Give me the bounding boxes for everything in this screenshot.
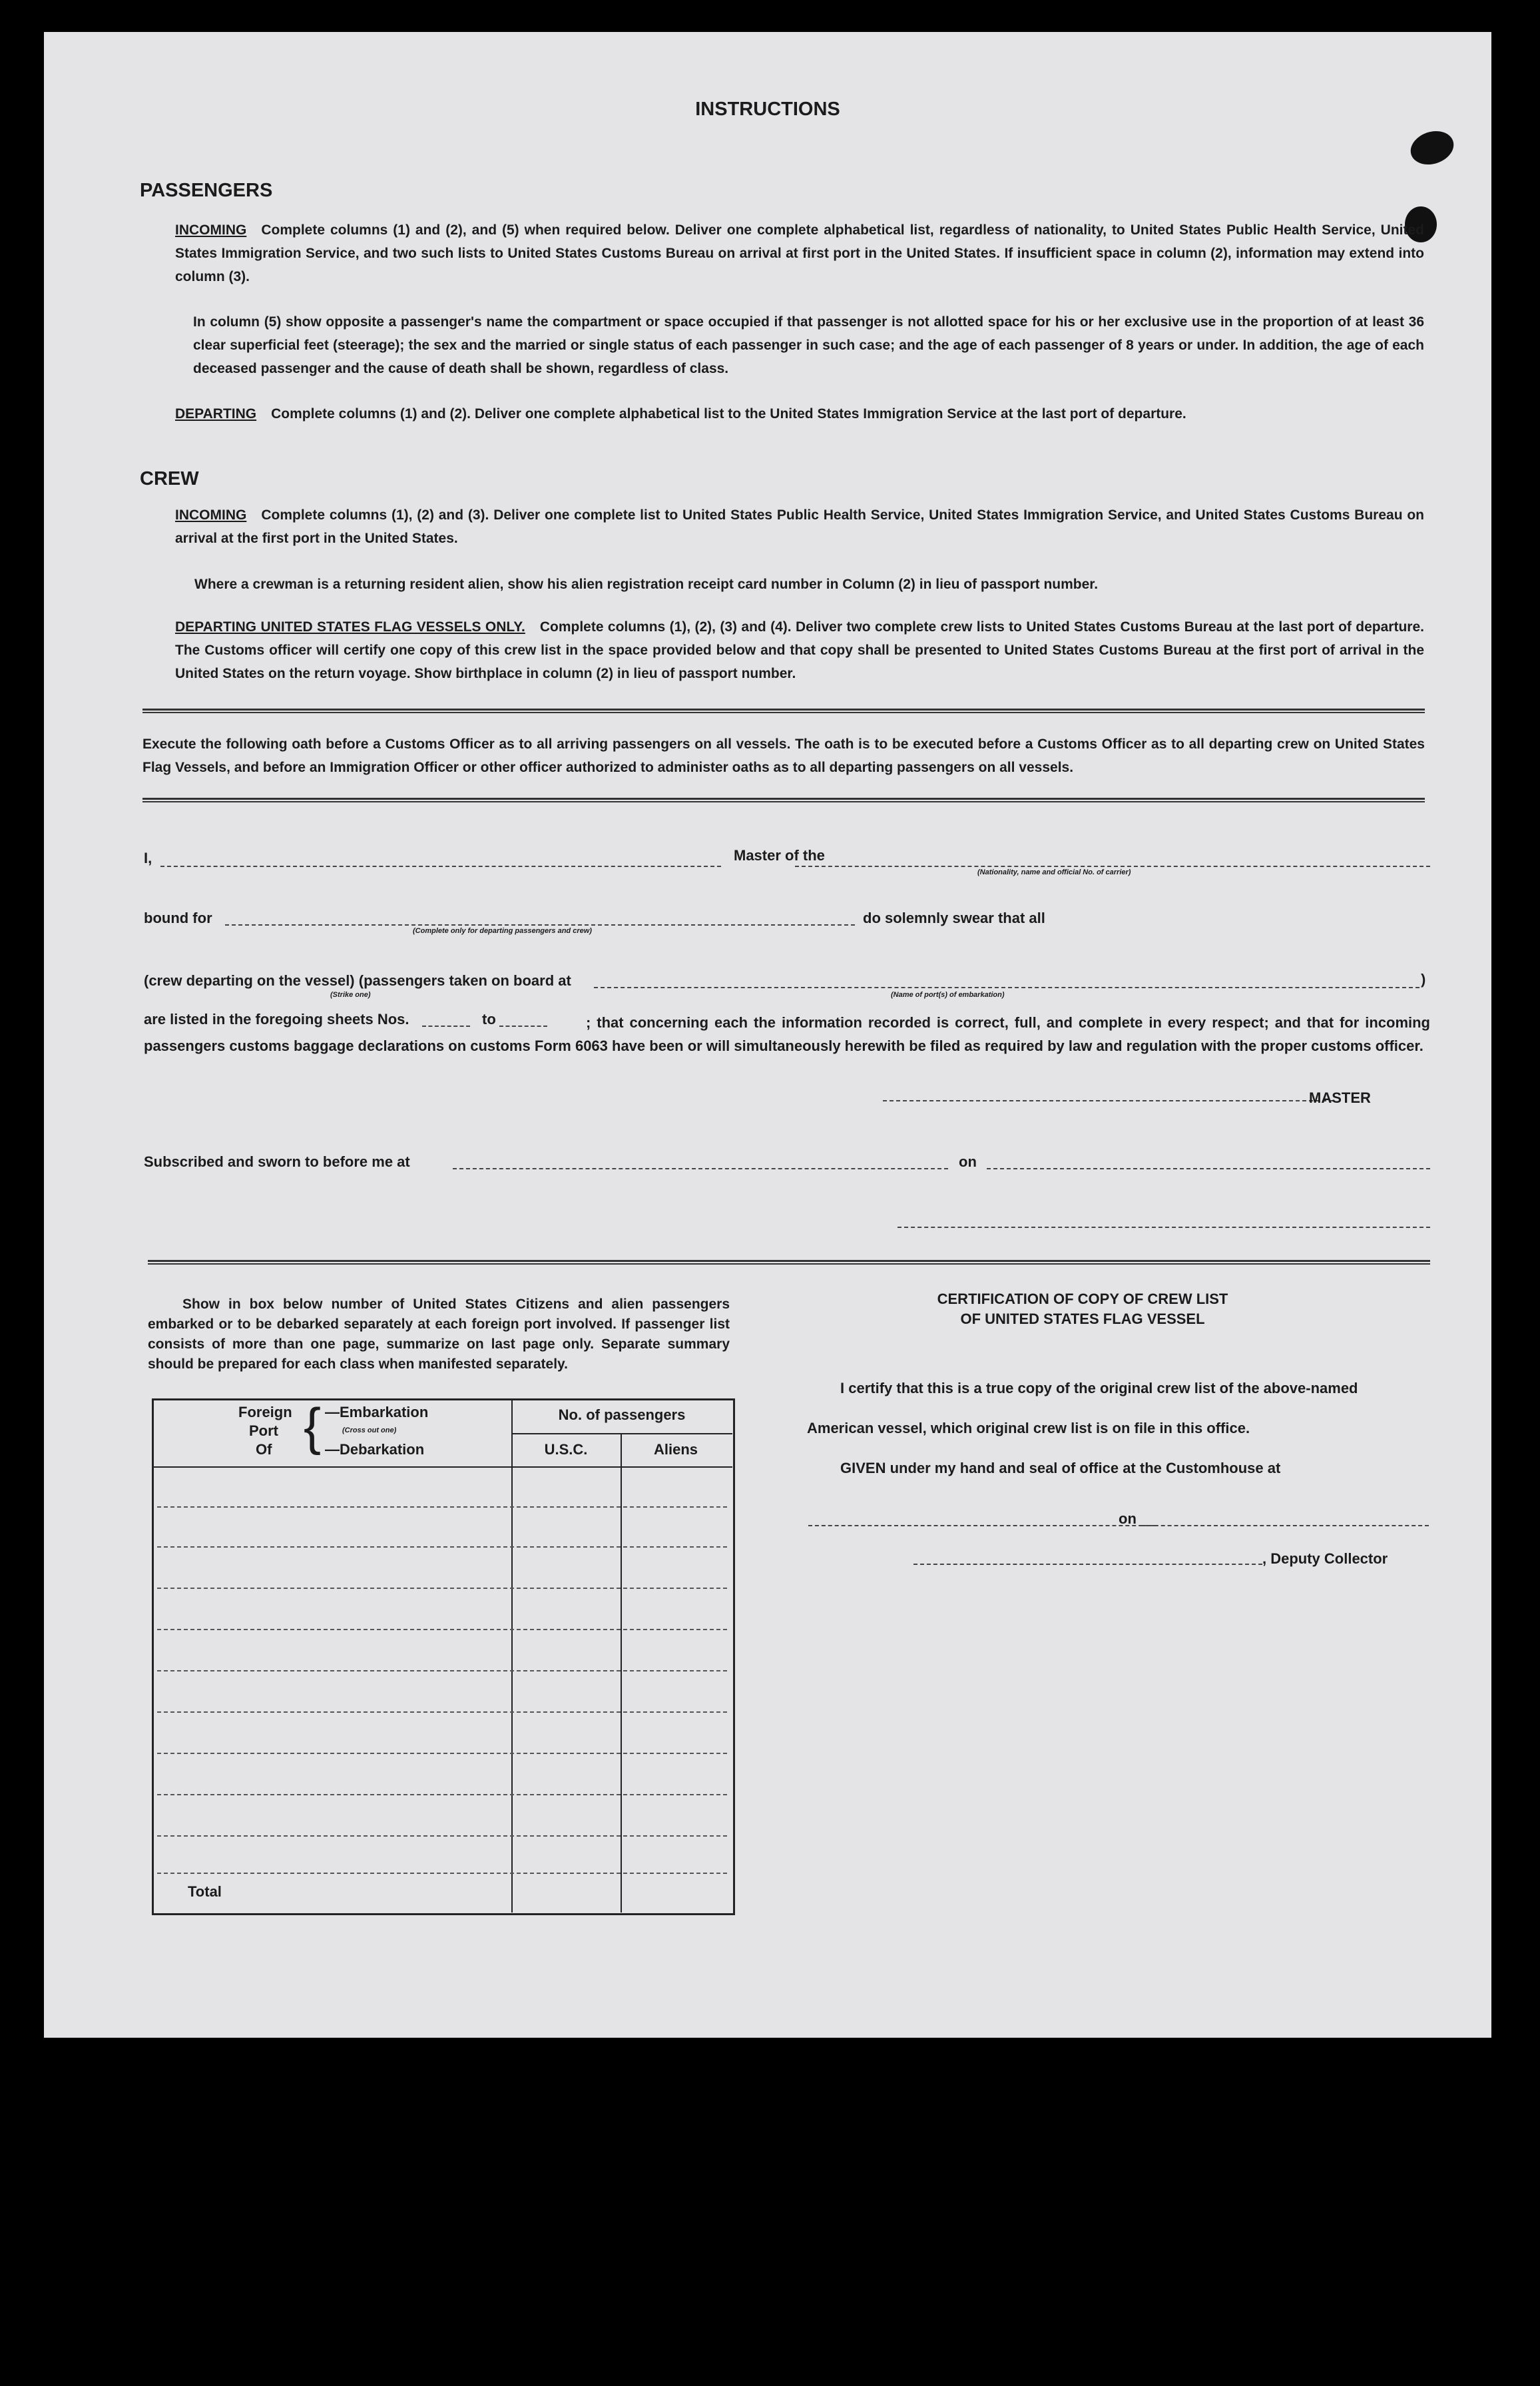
embarkation-label: —Embarkation — [325, 1404, 429, 1420]
summary-instruction-text: Show in box below number of United States Citizens and alien passengers embarked or to be debarked separately at each foreign port involved. If passenger list consists of more than one page, summarize on last page only. Separate summary should be prepared for each class when manifested separately. — [148, 1297, 730, 1372]
passengers-departing-tag: DEPARTING — [175, 406, 257, 422]
divider-2 — [142, 798, 1425, 802]
port-label: Port — [249, 1422, 278, 1439]
nationality-note: (Nationality, name and official No. of carrier) — [977, 868, 1131, 876]
column5-text: In column (5) show opposite a passenger's name the compartment or space occupied if that passenger is not allotted space for his or her exclusive use in the proportion of at least 36 clear superficial feet (steerage); the sex and the married or single status of each passenger in such case; and the age of each passenger of 8 years or under. In addition, the age of each deceased passenger and the cause of death shall be shown, regardless of class. — [193, 314, 1424, 376]
crew-incoming-tag: INCOMING — [175, 507, 247, 523]
debarkation-label: —Debarkation — [325, 1441, 425, 1458]
master-of-label: Master of the — [734, 847, 825, 864]
table-row-10[interactable] — [157, 1873, 727, 1874]
crew-alien-text: Where a crewman is a returning resident alien, show his alien registration receipt card number in Column (2) in lieu of passport number. — [194, 577, 1099, 592]
page-title: INSTRUCTIONS — [695, 99, 840, 120]
sworn-date-field[interactable] — [987, 1168, 1430, 1169]
cross-out-note: (Cross out one) — [342, 1426, 397, 1434]
passengers-incoming-tag: INCOMING — [175, 222, 247, 238]
listed-label: are listed in the foregoing sheets Nos. — [144, 1011, 409, 1028]
crew-incoming — [175, 503, 1424, 550]
certification-date-field[interactable] — [1141, 1525, 1429, 1526]
certification-line-1: I certify that this is a true copy of the original crew list of the above-named — [840, 1380, 1358, 1396]
oath-intro-text: Execute the following oath before a Customs Officer as to all arriving passengers on all vessels. The oath is to be executed before a Customs Officer as to all departing crew on United States Flag Vessels, and before an Immigration Officer or other officer authorized to administer oaths as to all departing passengers on all vessels. — [142, 737, 1425, 775]
table-row-1[interactable] — [157, 1506, 727, 1508]
certification-line-2: American vessel, which original crew list is on file in this office. — [807, 1420, 1250, 1436]
crew-incoming-text: Complete columns (1), (2) and (3). Deliver one complete list to United States Public Health Service, United States Immigration Service, and United States Customs Bureau on arrival at the first port in the United States. — [175, 507, 1424, 546]
subscribed-label: Subscribed and sworn to before me at — [144, 1153, 410, 1170]
divider-3 — [148, 1260, 1430, 1265]
passengers-departing-text: Complete columns (1) and (2). Deliver one complete alphabetical list to the United States Immigration Service at the last port of departure. — [271, 406, 1186, 422]
oath-i-label: I, — [144, 850, 152, 866]
officer-signature-field[interactable] — [898, 1227, 1430, 1228]
of-label: Of — [256, 1441, 272, 1458]
listed-text-body: ; that concerning each the information recorded is correct, full, and complete in every respect; and that for incoming passengers customs baggage declarations on customs Form 6063 have been or will simultaneously herewith be filed as required by law and regulation with the proper customs officer. — [144, 1014, 1430, 1054]
bound-for-label: bound for — [144, 910, 212, 926]
table-row-8[interactable] — [157, 1794, 727, 1795]
certification-title-1: CERTIFICATION OF COPY OF CREW LIST — [937, 1291, 1228, 1307]
header-bottom-line — [153, 1466, 732, 1468]
listed-to: to — [482, 1011, 496, 1028]
sworn-place-field[interactable] — [453, 1168, 948, 1169]
embarkation-ports-field[interactable] — [594, 987, 1419, 988]
listed-text — [144, 1011, 1430, 1057]
deputy-signature-field[interactable] — [913, 1564, 1262, 1565]
punch-mark-top — [1406, 126, 1458, 170]
table-row-2[interactable] — [157, 1546, 727, 1548]
passenger-summary-table — [152, 1398, 735, 1915]
deputy-collector-label: , Deputy Collector — [1262, 1550, 1388, 1567]
certification-on: on — [1119, 1510, 1137, 1527]
form-page — [44, 32, 1491, 2038]
swear-label: do solemnly swear that all — [863, 910, 1045, 926]
table-row-5[interactable] — [157, 1670, 727, 1671]
certification-line-3: GIVEN under my hand and seal of office at the Customhouse at — [840, 1460, 1281, 1476]
crew-heading: CREW — [140, 468, 199, 489]
usc-header: U.S.C. — [544, 1441, 588, 1458]
table-row-3[interactable] — [157, 1588, 727, 1589]
complete-note: (Complete only for departing passengers and crew) — [413, 927, 592, 935]
table-row-4[interactable] — [157, 1629, 727, 1630]
foreign-label: Foreign — [238, 1404, 292, 1420]
crew-alien — [194, 573, 1423, 596]
crew-departing-tag: DEPARTING UNITED STATES FLAG VESSELS ONLY. — [175, 619, 525, 635]
master-signature-field[interactable] — [883, 1100, 1333, 1101]
crew-departing-text: Complete columns (1), (2), (3) and (4). Deliver two complete crew lists to United States Customs Bureau at the last port of departure. The Customs officer will certify one copy of this crew list in the space provided below and that copy shall be presented to United States Customs Bureau at the first port of arrival in the United States on the return voyage. Show birthplace in column (2) in lieu of passport number. — [175, 619, 1424, 681]
ports-note: (Name of port(s) of embarkation) — [891, 991, 1005, 999]
brace-icon: { — [304, 1397, 322, 1456]
customhouse-field[interactable] — [808, 1525, 1156, 1526]
table-row-6[interactable] — [157, 1711, 727, 1713]
table-row-9[interactable] — [157, 1835, 727, 1837]
passengers-departing — [175, 402, 1424, 426]
strike-note: (Strike one) — [330, 991, 371, 999]
no-passengers-header: No. of passengers — [558, 1406, 686, 1423]
bound-for-field[interactable] — [225, 924, 855, 926]
master-label: MASTER — [1309, 1089, 1371, 1106]
master-name-field[interactable] — [160, 866, 721, 867]
passengers-incoming — [175, 218, 1424, 288]
crew-departing — [175, 615, 1424, 685]
divider-1 — [142, 709, 1425, 713]
aliens-header: Aliens — [653, 1441, 698, 1458]
certification-title-2: OF UNITED STATES FLAG VESSEL — [960, 1311, 1205, 1327]
col-divider-2 — [621, 1433, 622, 1913]
close-paren: ) — [1421, 971, 1426, 988]
passengers-incoming-text: Complete columns (1) and (2), and (5) when required below. Deliver one complete alphabetical list, regardless of nationality, to United States Public Health Service, United States Immigration Service, and two such lists to United States Customs Bureau on arrival at first port in the United States. If insufficient space in column (2), information may extend into column (3). — [175, 222, 1424, 284]
carrier-field[interactable] — [795, 866, 1430, 867]
passengers-heading: PASSENGERS — [140, 180, 273, 201]
subheader-line — [511, 1433, 732, 1434]
passengers-column5 — [193, 310, 1424, 380]
table-row-7[interactable] — [157, 1753, 727, 1754]
total-label: Total — [188, 1883, 222, 1900]
oath-intro — [142, 733, 1425, 779]
sworn-on-label: on — [959, 1153, 977, 1170]
summary-instruction — [148, 1295, 730, 1374]
crew-passengers-label: (crew departing on the vessel) (passengers taken on board at — [144, 972, 571, 989]
